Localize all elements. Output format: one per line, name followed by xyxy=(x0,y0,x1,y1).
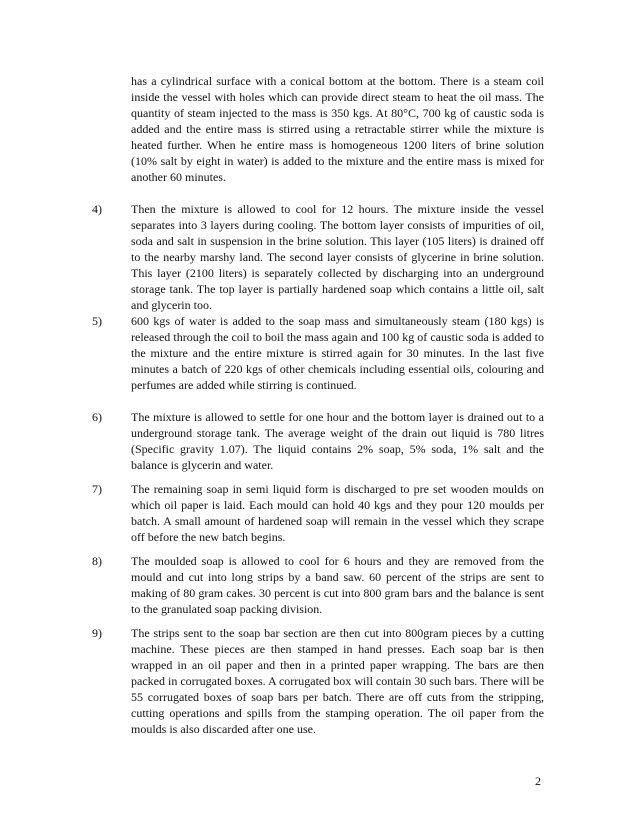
list-number: 8) xyxy=(92,554,102,568)
list-text: 600 kgs of water is added to the soap mass and simultaneously steam (180 kgs) is released through the coil to boil the mass again and 100 kg of caustic soda is added to the mixture and the entire mixture is stirred again for 30 minutes. In the last five minutes a batch of 220 kgs of other chemicals including essential oils, colouring and perfumes are added while stirring is continued. xyxy=(131,314,544,392)
list-number: 5) xyxy=(92,314,102,328)
list-text: The mixture is allowed to settle for one hour and the bottom layer is drained out to a underground storage tank. The average weight of the drain out liquid is 780 litres (Specific gravity 1.07). The liquid contains 2% soap, 5% soda, 1% salt and the balance is glycerin and water. xyxy=(131,410,544,472)
page-number: 2 xyxy=(535,774,541,788)
list-number: 7) xyxy=(92,482,102,496)
list-text: The remaining soap in semi liquid form is discharged to pre set wooden moulds on which oil paper is laid. Each mould can hold 40 kgs and they pour 120 moulds per batch. A small amount of hardened soap will remain in the vessel which they scrape off before the new batch begins. xyxy=(131,482,544,544)
intro-paragraph: has a cylindrical surface with a conical bottom at the bottom. There is a steam coil inside the vessel with holes which can provide direct steam to heat the oil mass. The quantity of steam injected to the mass is 350 kgs. At 80°C, 700 kg of caustic soda is added and the entire mass is stirred using a retractable stirrer while the mixture is heated further. When he entire mass is homogeneous 1200 liters of brine solution (10% salt by eight in water) is added to the mixture and the entire mass is mixed for another 60 minutes. xyxy=(131,74,544,184)
list-number: 6) xyxy=(92,410,102,424)
list-text: The strips sent to the soap bar section are then cut into 800gram pieces by a cutting machine. These pieces are then stamped in hand presses. Each soap bar is then wrapped in an oil paper and then in a printed paper wrapping. The bars are then packed in corrugated boxes. A corrugated box will contain 30 such bars. There will be 55 corrugated boxes of soap bars per batch. There are off cuts from the stripping, cutting operations and spills from the stamping operation. The oil paper from the moulds is also discarded after one use. xyxy=(131,626,544,736)
list-number: 4) xyxy=(92,202,102,216)
list-text: The moulded soap is allowed to cool for 6 hours and they are removed from the mould and cut into long strips by a band saw. 60 percent of the strips are sent to making of 80 gram cakes. 30 percent is cut into 800 gram bars and the balance is sent to the granulated soap packing division. xyxy=(131,554,544,616)
list-text: Then the mixture is allowed to cool for 12 hours. The mixture inside the vessel separates into 3 layers during cooling. The bottom layer consists of impurities of oil, soda and salt in suspension in the brine solution. This layer (105 liters) is drained off to the nearby marshy land. The second layer consists of glycerine in brine solution. This layer (2100 liters) is separately collected by discharging into an underground storage tank. The top layer is partially hardened soap which contains a little oil, salt and glycerin too. xyxy=(131,202,544,312)
list-number: 9) xyxy=(92,626,102,640)
